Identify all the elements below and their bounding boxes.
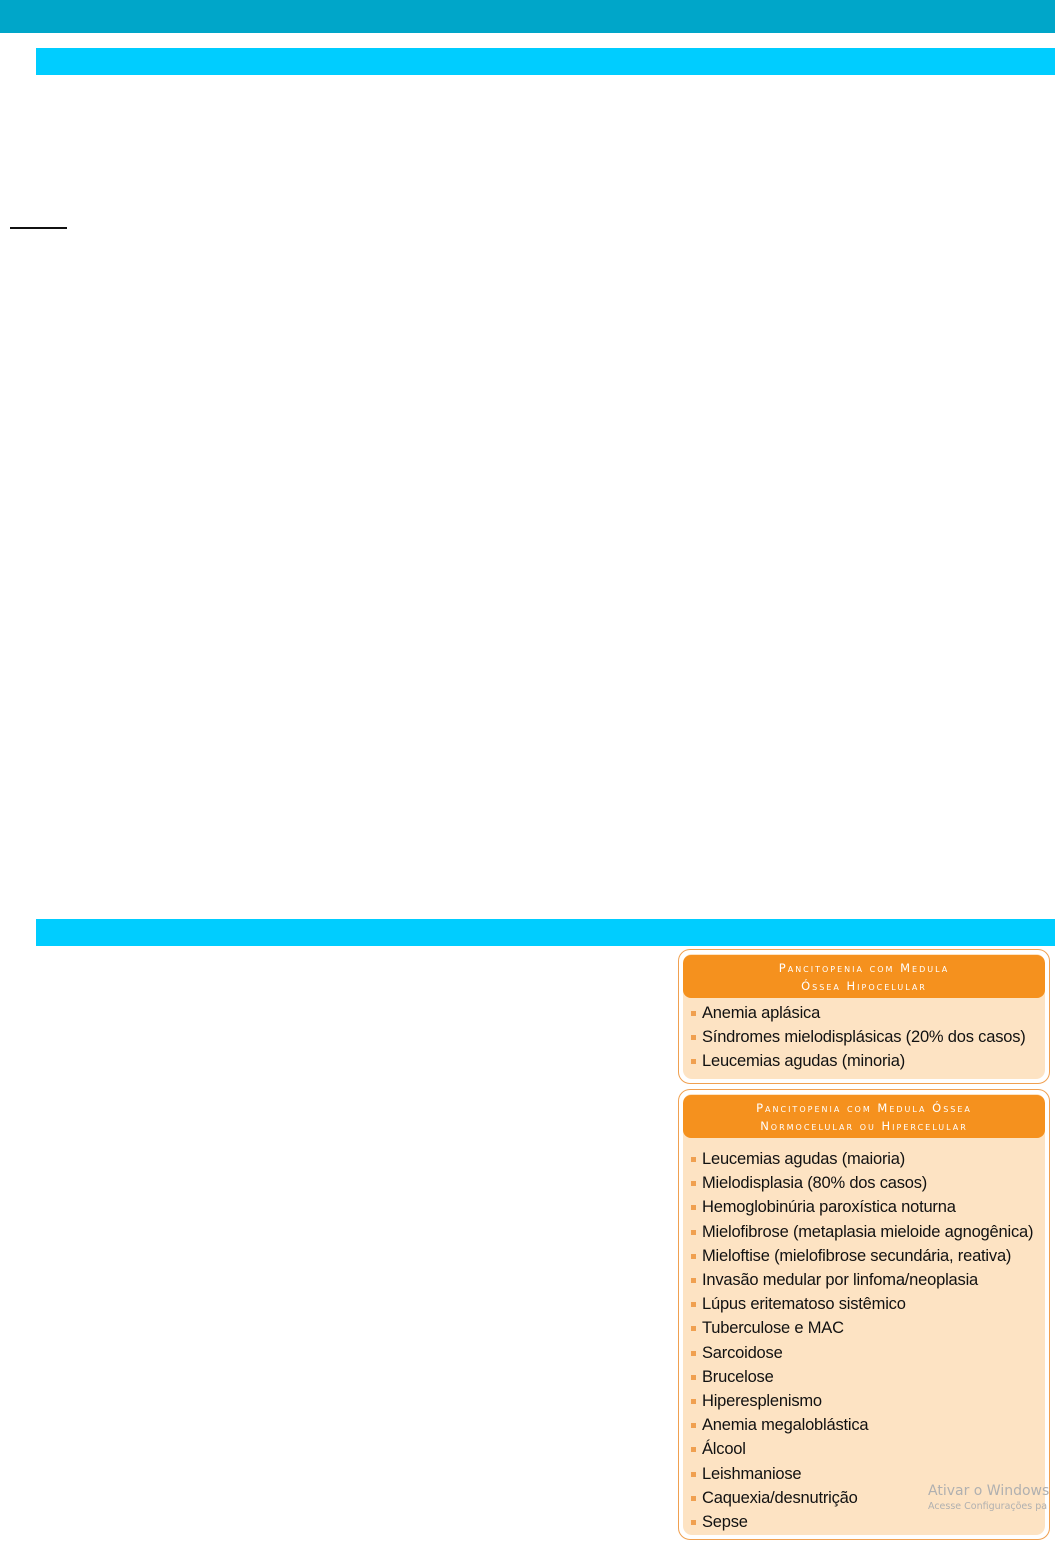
section-header-bar-1	[36, 48, 1055, 75]
panel-body	[683, 954, 1045, 1079]
list-item: Sepse	[691, 1510, 1045, 1534]
list-item: Lúpus eritematoso sistêmico	[691, 1292, 1045, 1316]
panel-title	[683, 1095, 1045, 1138]
panel-title	[683, 955, 1045, 998]
section-header-bar-2	[36, 919, 1055, 946]
list-item: Anemia aplásica	[691, 1001, 1045, 1025]
panel-title-line-2: Normocelular ou Hipercelular	[760, 1118, 968, 1133]
list-item: Sarcoidose	[691, 1341, 1045, 1365]
list-item: Mielodisplasia (80% dos casos)	[691, 1171, 1045, 1195]
list-item: Hemoglobinúria paroxística noturna	[691, 1195, 1045, 1219]
top-header-bar	[0, 0, 1055, 33]
list-item: Mielofibrose (metaplasia mieloide agnogênica)	[691, 1220, 1045, 1244]
panel-title-line-1: Pancitopenia com Medula	[778, 960, 950, 975]
list-item: Tuberculose e MAC	[691, 1316, 1045, 1340]
list-item: Invasão medular por linfoma/neoplasia	[691, 1268, 1045, 1292]
panel-body	[683, 1094, 1045, 1535]
cause-list	[683, 1138, 1045, 1534]
list-item: Caquexia/desnutrição	[691, 1486, 1045, 1510]
list-item: Leucemias agudas (maioria)	[691, 1147, 1045, 1171]
list-item: Brucelose	[691, 1365, 1045, 1389]
list-item: Leishmaniose	[691, 1462, 1045, 1486]
cause-list	[683, 998, 1045, 1074]
panel-title-line-1: Pancitopenia com Medula Óssea	[756, 1100, 972, 1115]
list-item: Álcool	[691, 1437, 1045, 1461]
underline-mark	[10, 227, 67, 229]
list-item: Anemia megaloblástica	[691, 1413, 1045, 1437]
list-item: Leucemias agudas (minoria)	[691, 1049, 1045, 1073]
hypocellular-marrow-box	[678, 949, 1050, 1084]
panel-title-line-2: Óssea Hipocelular	[801, 978, 927, 993]
watermark-line-2: Acesse Configurações pa	[928, 1501, 1048, 1512]
list-item: Síndromes mielodisplásicas (20% dos casos)	[691, 1025, 1045, 1049]
list-item: Mieloftise (mielofibrose secundária, reativa)	[691, 1244, 1045, 1268]
watermark-line-1: Ativar o Windows	[928, 1483, 1050, 1499]
list-item: Hiperesplenismo	[691, 1389, 1045, 1413]
windows-activation-watermark	[928, 1482, 1049, 1514]
normo-hypercellular-marrow-box	[678, 1089, 1050, 1540]
